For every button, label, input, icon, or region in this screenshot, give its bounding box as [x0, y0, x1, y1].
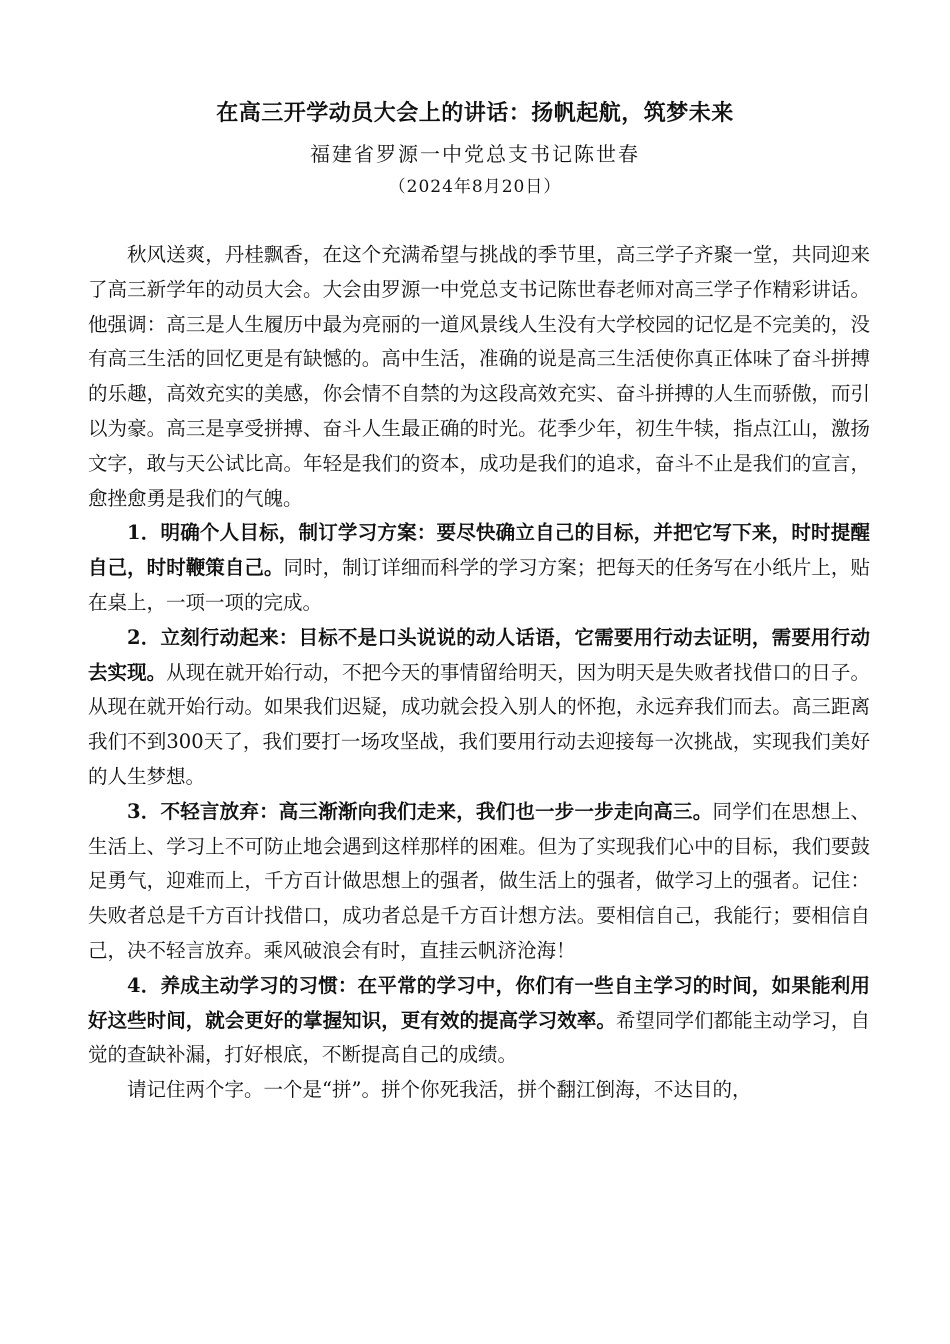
point-2-text: 从现在就开始行动，不把今天的事情留给明天，因为明天是失败者找借口的日子。从现在就开始行动。如果我们迟疑，成功就会投入别人的怀抱，永远弃我们而去。高三距离我们不到300天了，我们要打一场攻坚战，我们要用行动去迎接每一次挑战，实现我们美好的人生梦想。: [88, 660, 870, 788]
intro-paragraph: 秋风送爽，丹桂飘香，在这个充满希望与挑战的季节里，高三学子齐聚一堂，共同迎来了高三新学年的动员大会。大会由罗源一中党总支书记陈世春老师对高三学子作精彩讲话。他强调：高三是人生履历中最为亮丽的一道风景线人生没有大学校园的记忆是不完美的，没有高三生活的回忆更是有缺憾的。高中生活，准确的说是高三生活使你真正体味了奋斗拼搏的乐趣，高效充实的美感，你会情不自禁的为这段高效充实、奋斗拼搏的人生而骄傲，而引以为豪。高三是享受拼搏、奋斗人生最正确的时光。花季少年，初生牛犊，指点江山，激扬文字，敢与天公试比高。年轻是我们的资本，成功是我们的追求，奋斗不止是我们的宣言，愈挫愈勇是我们的气魄。: [88, 243, 870, 510]
point-1-text: 同时，制订详细而科学的学习方案；把每天的任务写在小纸片上，贴在桌上，一项一项的完成。: [88, 556, 870, 614]
point-3-paragraph: [88, 795, 870, 969]
document-date: （2024年8月20日）: [388, 177, 562, 197]
document-body: [88, 238, 870, 1108]
document-title: 在高三开学动员大会上的讲话：扬帆起航，筑梦未来: [216, 100, 734, 126]
point-2-heading: 2．立刻行动起来：目标不是口头说说的动人话语，它需要用行动去证明，需要用行动去实现。: [88, 625, 870, 684]
point-4-paragraph: [88, 969, 870, 1073]
point-1-paragraph: [88, 516, 870, 620]
point-3-heading: 3．不轻言放弃：高三渐渐向我们走来，我们也一步一步走向高三。: [127, 799, 713, 823]
point-1-heading: 1．明确个人目标，制订学习方案：要尽快确立自己的目标，并把它写下来，时时提醒自己，时时鞭策自己。: [88, 521, 870, 580]
document-author: 福建省罗源一中党总支书记陈世春: [310, 142, 640, 166]
closing-paragraph: 请记住两个字。一个是“拼”。拼个你死我活，拼个翻江倒海，不达目的，: [127, 1078, 752, 1102]
point-3-text: 同学们在思想上、生活上、学习上不可防止地会遇到这样那样的困难。但为了实现我们心中的目标，我们要鼓足勇气，迎难而上，千方百计做思想上的强者，做生活上的强者，做学习上的强者。记住：失败者总是千方百计找借口，成功者总是千方百计想方法。要相信自己，我能行；要相信自己，决不轻言放弃。乘风破浪会有时，直挂云帆济沧海！: [88, 799, 870, 962]
point-4-text: 希望同学们都能主动学习，自觉的查缺补漏，打好根底，不断提高自己的成绩。: [88, 1008, 870, 1067]
point-4-heading: 4．养成主动学习的习惯：在平常的学习中，你们有一些自主学习的时间，如果能利用好这些时间，就会更好的掌握知识，更有效的提高学习效率。: [88, 973, 870, 1032]
point-2-paragraph: [88, 621, 870, 795]
